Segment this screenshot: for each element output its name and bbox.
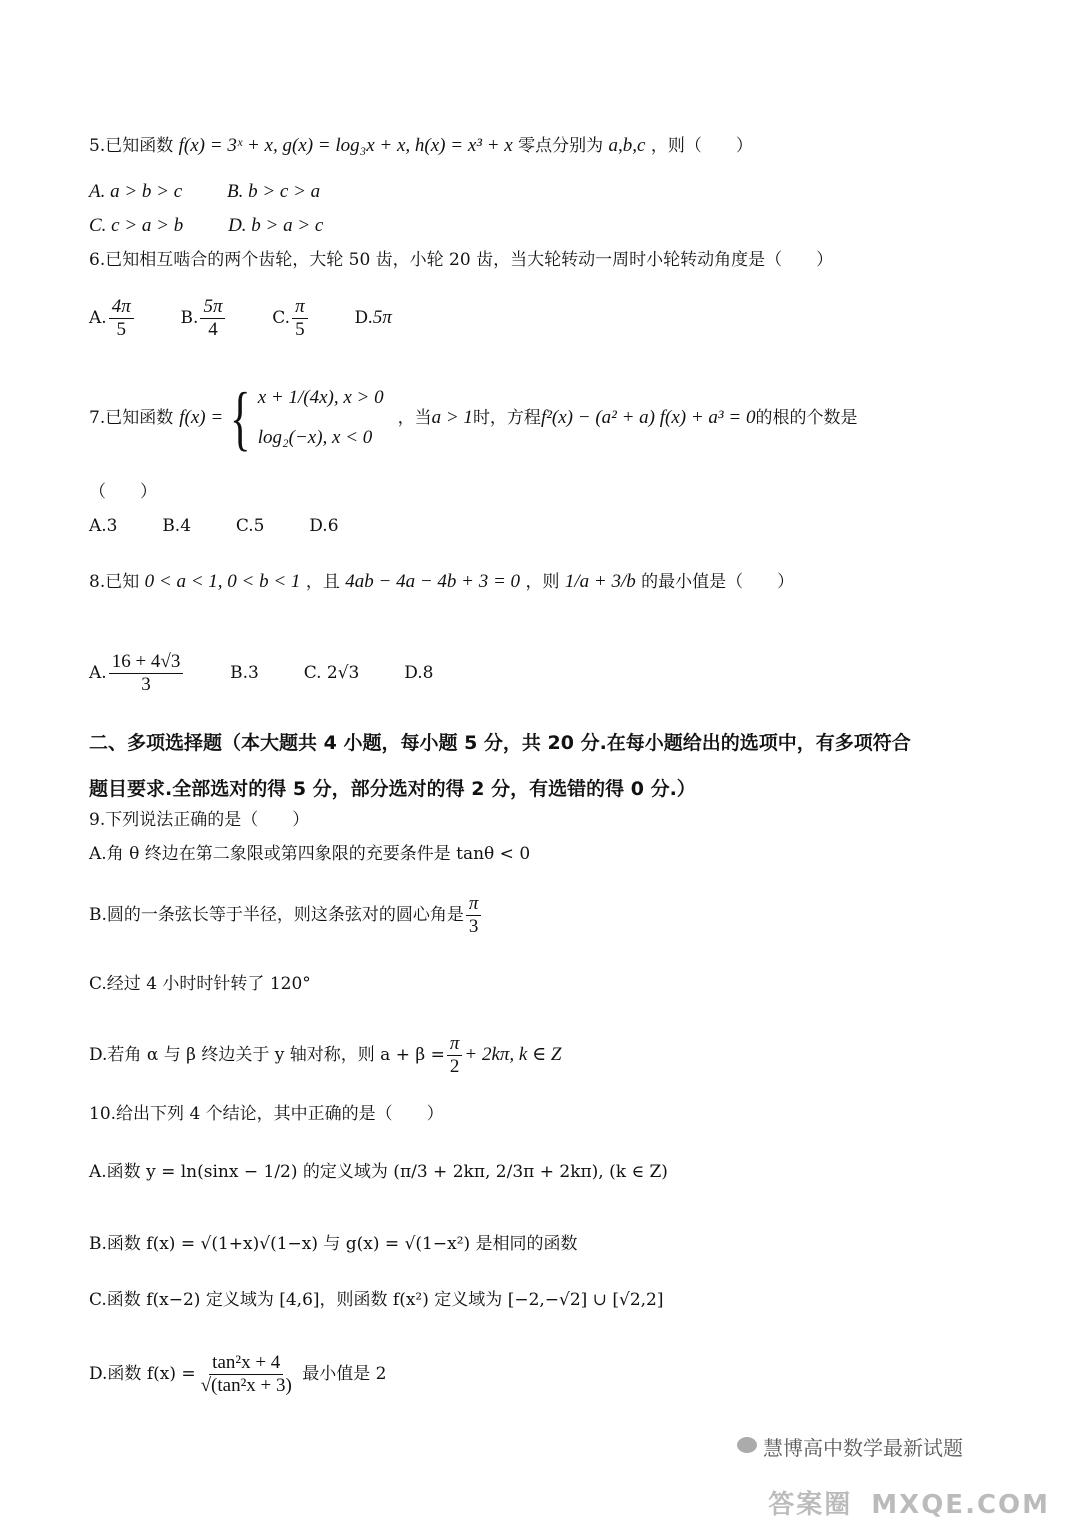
q8-mid: ，且: [305, 572, 340, 592]
q7-options: [89, 514, 339, 538]
q9-option-d-frac: $\frac{\pi}{2}$: [447, 1033, 463, 1078]
q7-option-c: C.5: [235, 516, 265, 536]
q8-option-a: $\frac{16 + 4√3}{3}$: [109, 651, 184, 696]
q5-formula: f(x) = 3ˣ + x, g(x) = log₃x + x, h(x) = x³ + x: [178, 135, 513, 156]
q9-option-b-text: B.圆的一条弦长等于半径，则这条弦对的圆心角是: [89, 905, 464, 925]
q9-option-b: [89, 890, 483, 940]
q5-option-d: D. b > a > c: [228, 215, 324, 236]
section-2-heading-line2: 题目要求.全部选对的得 5 分，部分选对的得 2 分，有选错的得 0 分.）: [89, 778, 696, 800]
q10-option-d-text: D.函数 f(x) =: [89, 1364, 196, 1384]
watermark-logo: [768, 1484, 1050, 1521]
q9-option-d-text: D.若角 α 与 β 终边关于 y 轴对称，则 a + β =: [89, 1045, 445, 1065]
q5-prefix: 5.已知函数: [89, 136, 174, 156]
q7-equation: f²(x) − (a² + a) f(x) + a³ = 0: [540, 407, 756, 428]
q8-expression: 1/a + 3/b: [564, 571, 636, 592]
q10-option-d-frac: $\frac{\text{tan²x + 4}}{\text{√(tan²x + 3)}}$: [200, 1352, 292, 1396]
q7-paren: （ ）: [89, 482, 157, 502]
section-2-heading-line1: 二、多项选择题（本大题共 4 小题，每小题 5 分，共 20 分.在每小题给出的选项中，有多项符合: [89, 732, 911, 754]
q9-option-b-frac: $\frac{\pi}{3}$: [466, 893, 482, 938]
q7-mid2: 时，方程: [472, 408, 541, 428]
q7-piecewise: [258, 386, 384, 450]
q6-stem: 6.已知相互啮合的两个齿轮，大轮 50 齿，小轮 20 齿，当大轮转动一周时小轮转动角度是（ ）: [89, 250, 834, 270]
q8-option-d: D.8: [404, 663, 434, 683]
watermark-site: MXQE.COM: [871, 1490, 1050, 1520]
watermark-text: 慧博高中数学最新试题: [763, 1436, 963, 1460]
q5-suffix: 零点分别为: [518, 136, 604, 156]
q6-option-b: $\frac{5\pi}{4}$: [200, 296, 225, 341]
q8-options: [89, 648, 433, 698]
q6-option-d: 5π: [372, 307, 392, 328]
q10-option-b: B.函数 f(x) = √(1+x)√(1−x) 与 g(x) = √(1−x²) 是相同的函数: [89, 1234, 578, 1254]
q7-fx: f(x) =: [179, 407, 224, 428]
q7-stem: [89, 380, 857, 456]
q5-option-a: A. a > b > c: [89, 181, 183, 202]
q8-mid2: ，则: [525, 572, 560, 592]
q5-option-b: B. b > c > a: [227, 181, 321, 202]
q10-option-a: A.函数 y = ln(sinx − 1/2) 的定义域为 (π/3 + 2kπ, 2/3π + 2kπ), (k ∈ Z): [89, 1162, 668, 1182]
q8-prefix: 8.已知: [89, 572, 140, 592]
q7-option-a: A.3: [89, 516, 118, 536]
q6-option-c-label: C.: [272, 308, 291, 328]
q7-cond: a > 1: [431, 407, 473, 428]
q6-option-b-label: B.: [180, 308, 199, 328]
q8-stem: [89, 570, 794, 594]
q7-mid: ，当: [397, 408, 432, 428]
q6-option-d-label: D.: [354, 308, 373, 328]
q7-piece-2: log₂(−x), x < 0: [257, 427, 373, 448]
q5-option-c: C. c > a > b: [89, 215, 184, 236]
q9-option-a: A.角 θ 终边在第二象限或第四象限的充要条件是 tanθ < 0: [89, 844, 531, 864]
q8-option-a-label: A.: [89, 663, 107, 683]
q5-stem: [89, 134, 753, 158]
q8-option-c: C. 2√3: [303, 663, 360, 683]
q7-piece-1: x + 1/(4x), x > 0: [257, 387, 384, 408]
q9-option-c: C.经过 4 小时时针转了 120°: [89, 974, 311, 994]
q8-end: 的最小值是（ ）: [641, 572, 795, 592]
q7-end: 的根的个数是: [755, 408, 858, 428]
q10-option-c: C.函数 f(x−2) 定义域为 [4,6]，则函数 f(x²) 定义域为 [−2,−√2] ∪ [√2,2]: [89, 1290, 664, 1310]
q9-stem: 9.下列说法正确的是（ ）: [89, 810, 310, 830]
q10-option-d: [89, 1344, 386, 1404]
q7-prefix: 7.已知函数: [89, 408, 174, 428]
q6-option-a-label: A.: [89, 308, 107, 328]
q6-option-c: $\frac{\pi}{5}$: [292, 296, 308, 341]
q7-option-b: B.4: [162, 516, 192, 536]
q9-option-d-suffix: + 2kπ, k ∈ Z: [464, 1044, 562, 1065]
q6-options: [89, 296, 392, 341]
watermark-logo-text: 答案圈: [768, 1490, 853, 1520]
q8-option-b: B.3: [230, 663, 259, 683]
q5-options-row2: [89, 214, 323, 238]
q5-end: ，则（ ）: [650, 136, 753, 156]
q8-cond: 0 < a < 1, 0 < b < 1: [144, 571, 301, 592]
q8-equation: 4ab − 4a − 4b + 3 = 0: [345, 571, 521, 592]
q6-option-a: $\frac{4\pi}{5}$: [109, 296, 134, 341]
q10-option-d-suffix: 最小值是 2: [302, 1364, 387, 1384]
q5-options-row1: [89, 180, 320, 204]
q10-stem: 10.给出下列 4 个结论，其中正确的是（ ）: [89, 1104, 444, 1124]
q7-option-d: D.6: [309, 516, 339, 536]
q9-option-d: [89, 1030, 561, 1080]
q5-vars: a,b,c: [608, 135, 646, 156]
q7-brace: {: [230, 378, 251, 458]
